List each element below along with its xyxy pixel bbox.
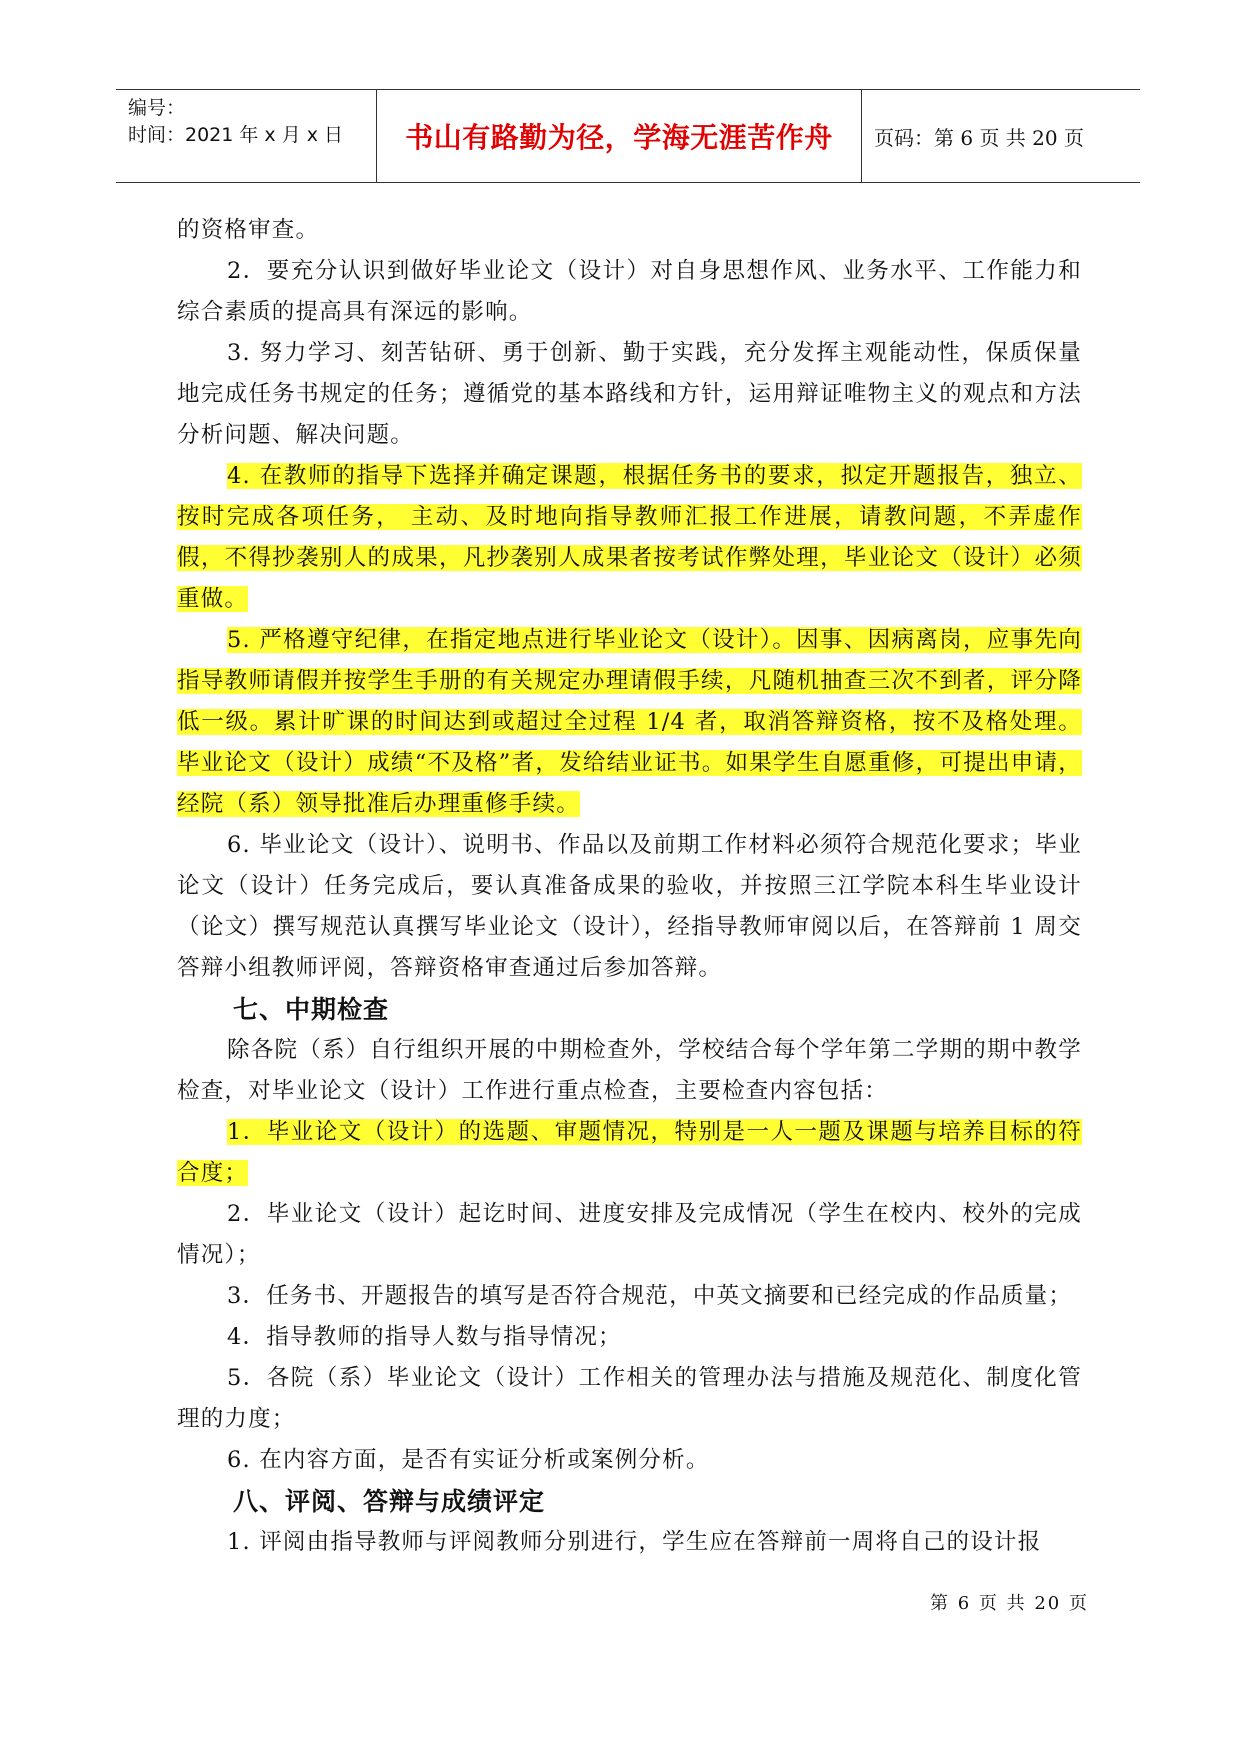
section-heading: 七、中期检查 [233,995,390,1024]
page-header [116,89,1140,183]
highlighted-text: 1．毕业论文（设计）的选题、审题情况，特别是一人一题及课题与培养目标的符合度； [177,1119,1082,1186]
motto: 书山有路勤为径，学海无涯苦作舟 [376,90,862,182]
paragraph: 6. 毕业论文（设计）、说明书、作品以及前期工作材料必须符合规范化要求；毕业论文（设计）任务完成后，要认真准备成果的验收，并按照三江学院本科生毕业设计（论文）撰写规范认真撰写毕业论文（设计），经指导教师审阅以后，在答辩前 1 周交答辩小组教师评阅，答辩资格审查通过后参加答辩。 [177,832,1082,981]
paragraph: 除各院（系）自行组织开展的中期检查外，学校结合每个学年第二学期的期中教学检查，对毕业论文（设计）工作进行重点检查，主要检查内容包括： [177,1037,1082,1104]
highlighted-paragraph [177,620,1082,825]
page-footer: 第 6 页 共 20 页 [930,1593,1089,1614]
highlighted-paragraph [177,1112,1082,1194]
paragraph: 2．要充分认识到做好毕业论文（设计）对自身思想作风、业务水平、工作能力和综合素质的提高具有深远的影响。 [177,258,1082,325]
paragraph: 6. 在内容方面，是否有实证分析或案例分析。 [227,1447,710,1473]
paragraph: 4．指导教师的指导人数与指导情况； [227,1324,622,1350]
document-body [177,210,1082,1563]
paragraph: 3. 努力学习、刻苦钻研、勇于创新、勤于实践，充分发挥主观能动性，保质保量地完成任务书规定的任务；遵循党的基本路线和方针，运用辩证唯物主义的观点和方法分析问题、解决问题。 [177,340,1082,448]
number-label: 编号： [128,97,186,119]
paragraph: 的资格审查。 [177,217,320,243]
paragraph: 3．任务书、开题报告的填写是否符合规范，中英文摘要和已经完成的作品质量； [227,1283,1073,1309]
paragraph: 5．各院（系）毕业论文（设计）工作相关的管理办法与措施及规范化、制度化管理的力度； [177,1365,1082,1432]
highlighted-paragraph [177,456,1082,620]
date-label: 时间：2021 年 x 月 x 日 [128,124,344,146]
paragraph: 1. 评阅由指导教师与评阅教师分别进行，学生应在答辩前一周将自己的设计报 [227,1529,1042,1555]
header-page-label: 页码：第 6 页 共 20 页 [874,125,1084,150]
section-heading: 八、评阅、答辩与成绩评定 [233,1487,546,1516]
highlighted-text: 5. 严格遵守纪律，在指定地点进行毕业论文（设计）。因事、因病离岗，应事先向指导教师请假并按学生手册的有关规定办理请假手续，凡随机抽查三次不到者，评分降低一级。累计旷课的时间达到或超过全过程 1/4 者，取消答辩资格，按不及格处理。毕业论文（设计）成绩“不及格”者，发给结业证书。如果学生自愿重修，可提出申请，经院（系）领导批准后办理重修手续。 [177,627,1082,817]
header-info-cell [116,90,376,182]
paragraph: 2．毕业论文（设计）起讫时间、进度安排及完成情况（学生在校内、校外的完成情况）； [177,1201,1082,1268]
highlighted-text: 4. 在教师的指导下选择并确定课题，根据任务书的要求，拟定开题报告，独立、按时完成各项任务， 主动、及时地向指导教师汇报工作进展，请教问题，不弄虚作假，不得抄袭别人的成果，凡抄袭别人成果者按考试作弊处理，毕业论文（设计）必须重做。 [177,463,1082,612]
